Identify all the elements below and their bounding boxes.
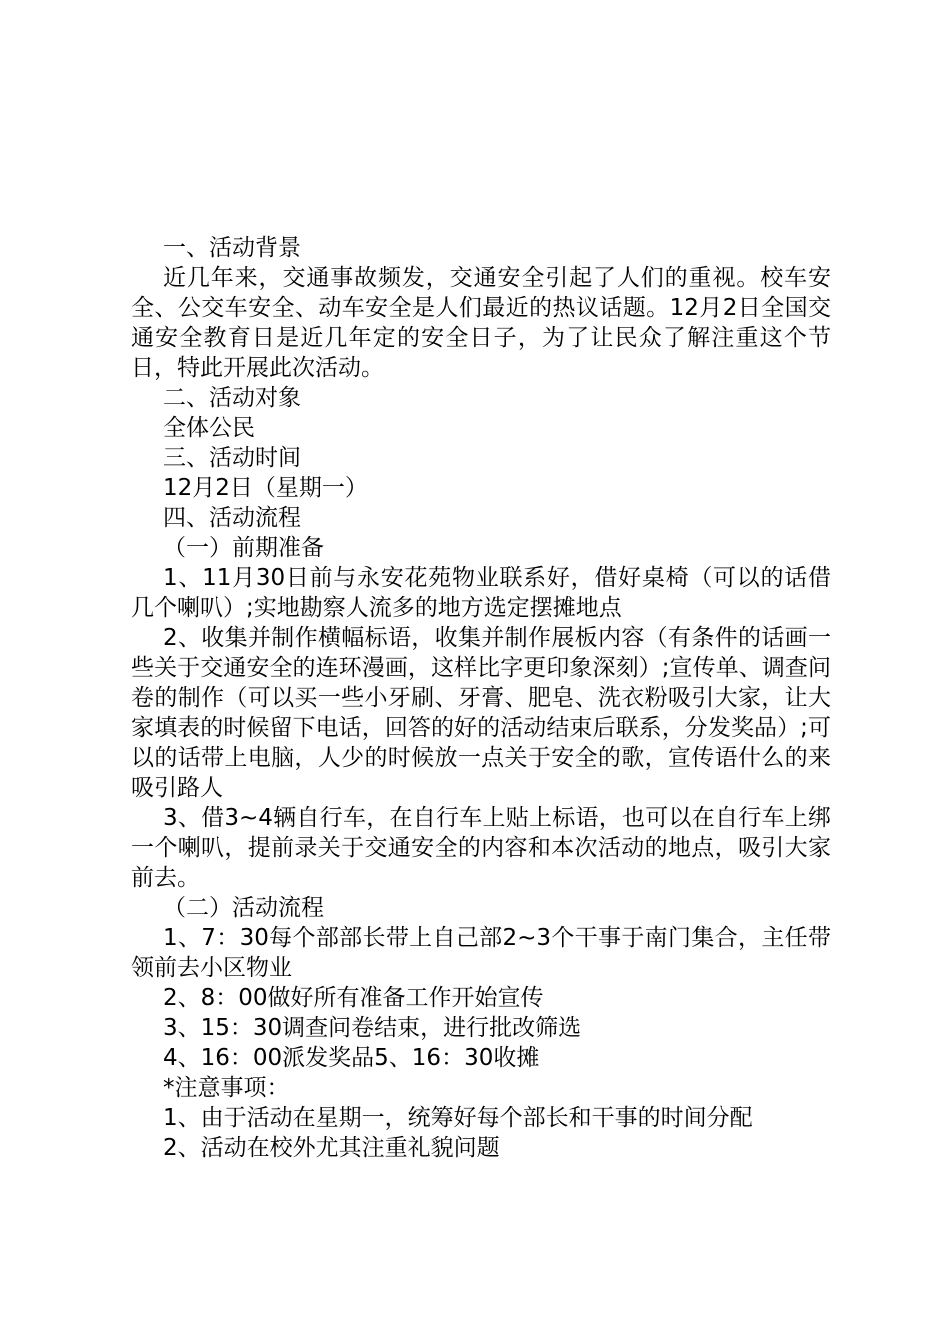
list-item-prep-3: 3、借3~4辆自行车，在自行车上贴上标语，也可以在自行车上绑一个喇叭，提前录关于交通安全的内容和本次活动的地点，吸引大家前去。 xyxy=(131,805,831,891)
list-item-flow-1: 1、7：30每个部部长带上自己部2~3个干事于南门集合，主任带领前去小区物业 xyxy=(131,925,831,981)
heading-background: 一、活动背景 xyxy=(163,235,301,261)
list-item-note-2: 2、活动在校外尤其注重礼貌问题 xyxy=(163,1135,500,1161)
list-item-flow-3: 3、15：30调查问卷结束，进行批改筛选 xyxy=(163,1015,582,1041)
heading-time: 三、活动时间 xyxy=(163,445,301,471)
list-item-flow-4: 4、16：00派发奖品5、16：30收摊 xyxy=(163,1045,540,1071)
list-item-prep-2: 2、收集并制作横幅标语，收集并制作展板内容（有条件的话画一些关于交通安全的连环漫画，这样比字更印象深刻）;宣传单、调查问卷的制作（可以买一些小牙刷、牙膏、肥皂、洗衣粉吸引大家，让大家填表的时候留下电话，回答的好的活动结束后联系，分发奖品）;可以的话带上电脑，人少的时候放一点关于安全的歌，宣传语什么的来吸引路人 xyxy=(131,625,831,801)
paragraph-audience: 全体公民 xyxy=(163,415,255,441)
list-item-note-1: 1、由于活动在星期一，统筹好每个部长和干事的时间分配 xyxy=(163,1105,753,1131)
heading-audience: 二、活动对象 xyxy=(163,385,301,411)
list-item-flow-2: 2、8：00做好所有准备工作开始宣传 xyxy=(163,985,544,1011)
list-item-prep-1: 1、11月30日前与永安花苑物业联系好，借好桌椅（可以的话借几个喇叭）;实地勘察人流多的地方选定摆摊地点 xyxy=(131,565,831,621)
subheading-preparation: （一）前期准备 xyxy=(163,535,324,561)
subheading-activity-flow: （二）活动流程 xyxy=(163,895,324,921)
heading-notes: *注意事项： xyxy=(163,1075,290,1101)
paragraph-background-text: 近几年来，交通事故频发，交通安全引起了人们的重视。校车安全、公交车安全、动车安全是人们最近的热议话题。12月2日全国交通安全教育日是近几年定的安全日子，为了让民众了解注重这个节日，特此开展此次活动。 xyxy=(131,265,831,381)
heading-process: 四、活动流程 xyxy=(163,505,301,531)
paragraph-time: 12月2日（星期一） xyxy=(163,475,368,501)
document-body xyxy=(131,233,831,1163)
